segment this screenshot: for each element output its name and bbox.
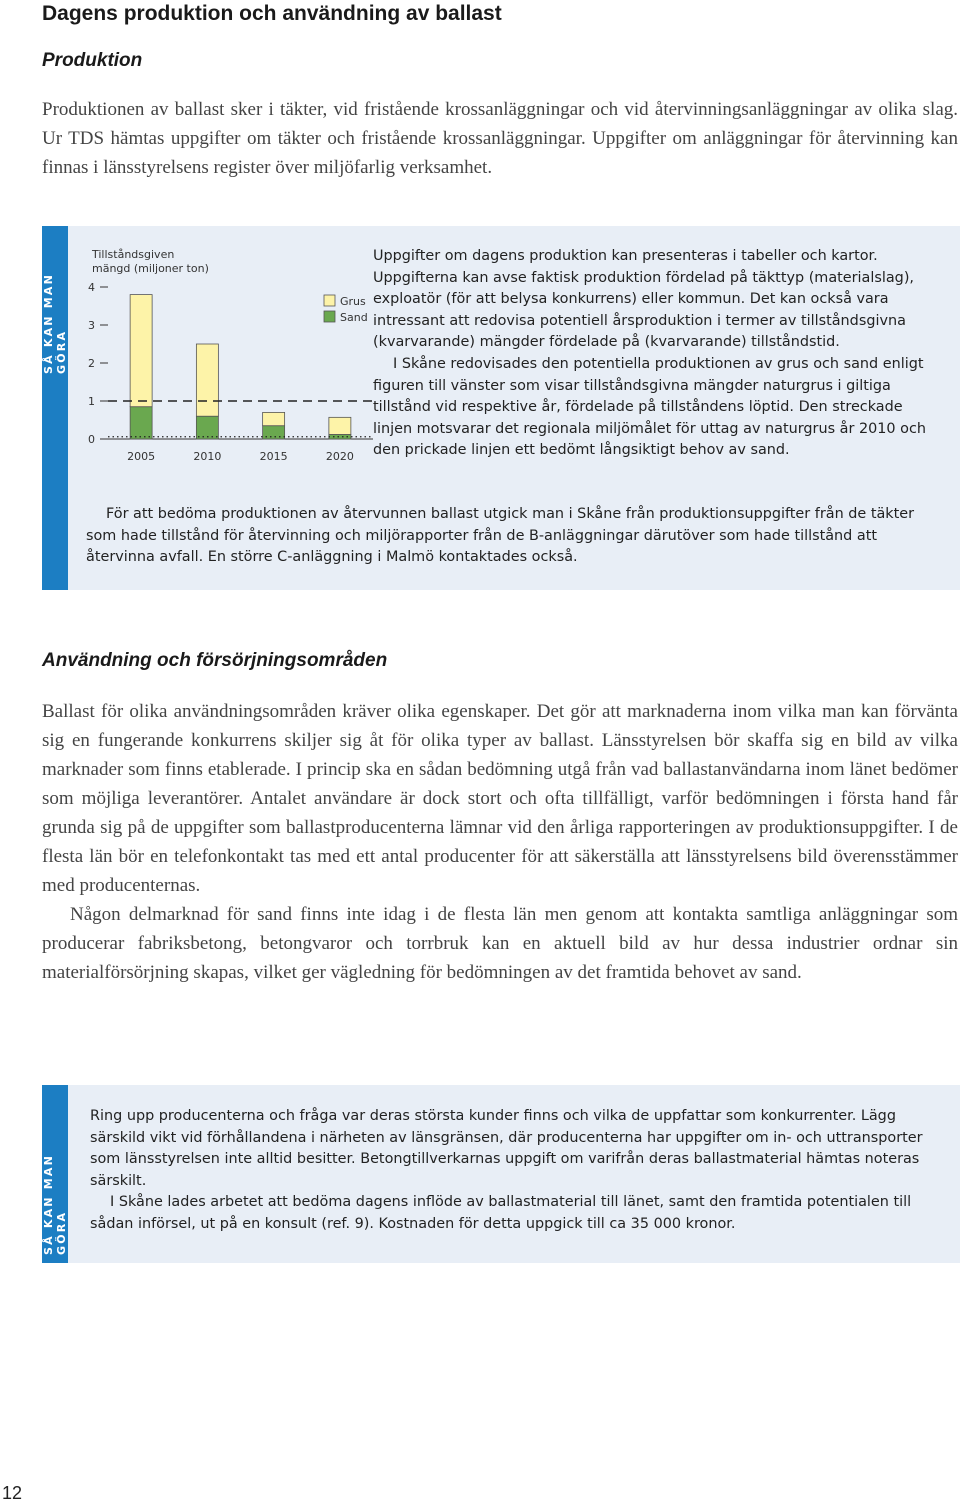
anvandning-paragraphs <box>42 697 958 987</box>
x-tick-label: 2010 <box>193 450 222 463</box>
sa-kan-man-gora-box-1 <box>42 226 960 590</box>
chart-legend <box>324 295 368 324</box>
x-tick-label: 2005 <box>127 450 156 463</box>
sidebar-label: SÅ KAN MAN GÖRA <box>42 1153 68 1255</box>
page-heading: Dagens produktion och användning av ballast <box>42 2 502 25</box>
legend-label-sand: Sand <box>340 311 368 324</box>
sa-kan-man-gora-box-2 <box>42 1085 960 1263</box>
section-heading-anvandning: Användning och försörjningsområden <box>42 650 388 671</box>
bar-sand <box>196 416 218 439</box>
section-heading-produktion: Produktion <box>42 50 143 71</box>
box1-paragraph-2 <box>373 354 933 462</box>
sidebar-band <box>42 226 68 590</box>
bar-sand <box>130 407 152 439</box>
bar-grus <box>196 344 218 416</box>
y-tick-label: 0 <box>88 433 95 446</box>
box1-right-text <box>373 246 933 462</box>
y-tick-label: 2 <box>88 357 95 370</box>
legend-label-grus: Grus <box>340 295 366 308</box>
anvandning-paragraph-2 <box>42 900 958 987</box>
x-tick-label: 2020 <box>325 450 354 463</box>
box2-paragraph-2 <box>90 1192 940 1235</box>
stacked-bar-chart <box>88 244 388 484</box>
x-tick-label: 2015 <box>259 450 288 463</box>
chart-ylabel-line1: Tillståndsgiven <box>92 248 175 261</box>
bar-grus <box>329 417 351 434</box>
box2-paragraph-2-text: I Skåne lades arbetet att bedöma dagens inflöde av ballastmaterial till länet, samt den framtida potentialen till sådan införsel, ut på en konsult (ref. 9). Kostnaden för detta uppgick till ca 35 000 kronor. <box>90 1194 912 1232</box>
sidebar-band <box>42 1085 68 1263</box>
page-number: 12 <box>2 1483 23 1503</box>
anvandning-paragraph-1: Ballast för olika användningsområden kräver olika egenskaper. Det gör att marknaderna inom vilka man kan förvänta sig en fungerande konkurrens skiljer sig åt för olika typer av ballast. Länsstyrelsen bör skaffa sig en bild av vilka marknader som finns etablerade. I princip ska en sådan bedömning utgå från vad ballastanvändarna inom länet bedömer som möjliga leverantörer. Antalet användare är dock stort och ofta tillfälligt, varför bedömningen i första hand får grunda sig på de uppgifter som ballastproducenterna lämnar vid den årliga rapporteringen av produktionsuppgifter. I de flesta län bör en telefonkontakt tas med ett antal producenter för att säkerställa att länsstyrelsens bild överensstämmer med producenternas. <box>42 701 958 896</box>
box1-bottom-paragraph <box>86 504 936 569</box>
chart-ylabel-line2: mängd (miljoner ton) <box>92 262 209 275</box>
box1-paragraph-1: Uppgifter om dagens produktion kan presenteras i tabeller och kartor. Uppgifterna kan avse faktisk produktion fördelad på täkttyp (materialslag), exploatör (för att belysa konkurrens) eller kommun. Det kan också vara intressant att redovisa potentiell årsproduktion i termer av tillståndsgivna (kvarvarande) mängder fördelade på (kvarvarande) tillståndstid. <box>373 248 915 351</box>
box2-paragraph-1: Ring upp producenterna och fråga var deras största kunder finns och vilka de uppfattar som konkurrenter. Lägg särskild vikt vid förhållandena i närheten av länsgränsen, där producenterna har uppgifter om in- och uttransporter som länsstyrelsen inte alltid besitter. Betongtillverkarnas uppgift om varifrån deras ballastmaterial hämtas noteras särskilt. <box>90 1108 923 1189</box>
legend-swatch-grus <box>324 295 335 306</box>
anvandning-paragraph-2-text: Någon delmarknad för sand finns inte idag i de flesta län men genom att kontakta samtliga anläggningar som producerar fabriksbetong, betongvaror och torrbruk kan en aktuell bild av hur dessa industrier ordnar sin materialförsörjning skapas, vilket ger vägledning för bedömningen av det framtida behovet av sand. <box>42 904 958 983</box>
box1-bottom-text: För att bedöma produktionen av återvunnen ballast utgick man i Skåne från produktionsuppgifter från de täkter som hade tillstånd för återvinning och miljörapporter från de B-anläggningar därutöver som hade tillstånd att återvinna avfall. En större C-anläggning i Malmö kontaktades också. <box>86 506 915 566</box>
bar-grus <box>263 412 285 425</box>
y-tick-label: 1 <box>88 395 95 408</box>
y-tick-label: 4 <box>88 281 95 294</box>
box2-text <box>90 1106 940 1236</box>
bar-grus <box>130 295 152 407</box>
y-tick-label: 3 <box>88 319 95 332</box>
produktion-paragraph: Produktionen av ballast sker i täkter, vid fristående krossanläggningar och vid återvinningsanläggningar av olika slag. Ur TDS hämtas uppgifter om täkter och fristående krossanläggningar. Uppgifter om anläggningar för återvinning kan finnas i länsstyrelsens register över miljöfarlig verksamhet. <box>42 99 958 178</box>
legend-swatch-sand <box>324 311 335 322</box>
box1-paragraph-2-text: I Skåne redovisades den potentiella produktionen av grus och sand enligt figuren till vänster som visar tillståndsgivna mängder naturgrus i giltiga tillstånd vid respektive år, fördelade på tillståndens löptid. Den streckade linjen motsvarar det regionala miljömålet för uttag av naturgrus år 2010 och den prickade linjen ett bedömt långsiktigt behov av sand. <box>373 355 926 459</box>
sidebar-label: SÅ KAN MAN GÖRA <box>42 272 68 374</box>
